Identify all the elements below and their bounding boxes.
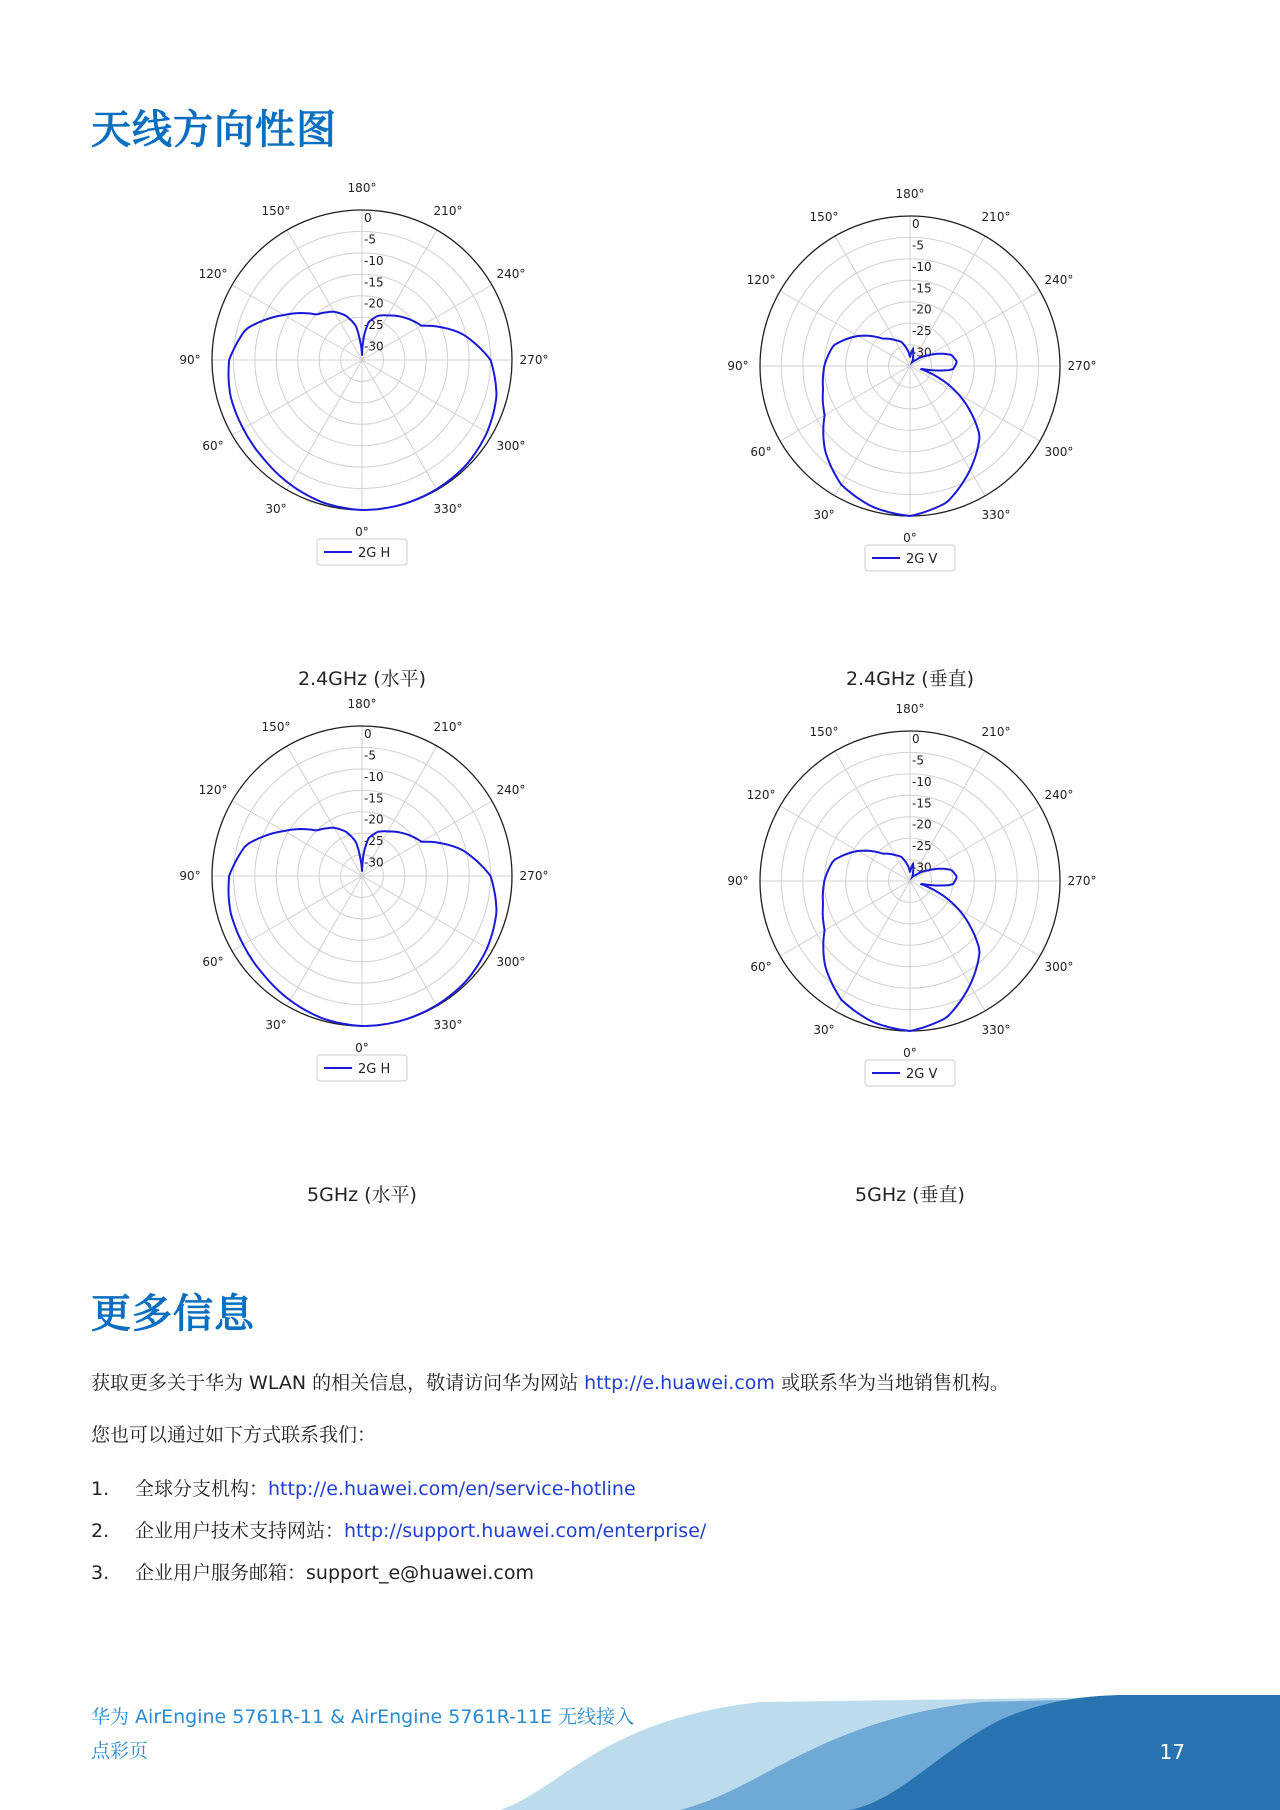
angle-tick-label: 150° — [809, 210, 839, 225]
contact-intro: 您也可以通过如下方式联系我们： — [91, 1424, 377, 1446]
footer-line-2: 点彩页 — [91, 1740, 149, 1762]
grid-spoke — [232, 801, 362, 876]
page-number: 17 — [1159, 1740, 1185, 1764]
radial-tick-label: -25 — [364, 834, 384, 849]
angle-tick-label: 270° — [519, 353, 549, 367]
radial-tick-label: -15 — [912, 796, 932, 811]
radial-tick-label: -20 — [912, 302, 932, 317]
radial-tick-label: -10 — [912, 259, 932, 274]
polar-chart-5g-h — [102, 697, 622, 1176]
grid-spoke — [780, 366, 910, 441]
radial-tick-label: -30 — [364, 855, 384, 870]
grid-spoke — [362, 876, 437, 1006]
list-item — [91, 1558, 534, 1585]
angle-tick-label: 210° — [981, 725, 1011, 740]
chart-caption: 5GHz (水平) — [307, 1184, 417, 1206]
grid-spoke — [780, 291, 910, 366]
radial-tick-label: 0 — [364, 727, 372, 741]
radial-tick-label: -15 — [364, 275, 384, 290]
radial-tick-label: 0 — [912, 217, 920, 231]
legend-label: 2G H — [358, 546, 391, 561]
grid-spoke — [780, 806, 910, 881]
angle-tick-label: 150° — [261, 204, 291, 219]
legend-label: 2G V — [906, 1067, 938, 1082]
grid-spoke — [910, 366, 985, 496]
angle-tick-label: 210° — [981, 210, 1011, 225]
angle-tick-label: 120° — [746, 273, 776, 287]
list-number: 2. — [91, 1520, 110, 1542]
angle-tick-label: 60° — [202, 439, 224, 453]
list-item — [91, 1474, 636, 1501]
grid-spoke — [287, 746, 362, 876]
angle-tick-label: 90° — [727, 874, 749, 888]
grid-spoke — [232, 285, 362, 360]
radial-tick-label: -20 — [912, 817, 932, 832]
angle-tick-label: 60° — [202, 955, 224, 969]
angle-tick-label: 0° — [903, 531, 917, 545]
angle-tick-label: 270° — [1067, 359, 1097, 373]
chart-caption: 2.4GHz (垂直) — [845, 668, 975, 690]
radial-tick-label: 0 — [364, 211, 372, 225]
grid-spoke — [232, 360, 362, 435]
radial-tick-label: 0 — [912, 732, 920, 746]
polar-chart-svg — [102, 181, 622, 650]
grid-spoke — [287, 230, 362, 360]
list-number: 3. — [91, 1562, 110, 1584]
service-hotline-link[interactable]: http://e.huawei.com/en/service-hotline — [268, 1478, 636, 1500]
angle-tick-label: 90° — [727, 359, 749, 373]
polar-chart-5g-v — [650, 702, 1170, 1181]
radial-tick-label: -10 — [364, 253, 384, 268]
footer-product-title — [91, 1700, 634, 1768]
radial-tick-label: -5 — [912, 238, 924, 253]
radial-tick-label: -10 — [912, 774, 932, 789]
polar-chart-24g-v — [650, 187, 1170, 666]
info-text-post: 或联系华为当地销售机构。 — [774, 1372, 1009, 1394]
section-title-antenna: 天线方向性图 — [91, 107, 337, 153]
huawei-website-link[interactable]: http://e.huawei.com — [584, 1372, 775, 1394]
angle-tick-label: 240° — [496, 783, 526, 797]
legend-label: 2G V — [906, 552, 938, 567]
angle-tick-label: 330° — [981, 1022, 1011, 1037]
section-title-more-info: 更多信息 — [91, 1291, 255, 1337]
angle-tick-label: 300° — [1044, 960, 1074, 974]
polar-chart-svg — [102, 697, 622, 1166]
angle-tick-label: 120° — [198, 783, 228, 797]
polar-chart-svg — [650, 702, 1170, 1171]
support-email: support_e@huawei.com — [306, 1562, 535, 1584]
info-paragraph — [91, 1368, 1009, 1395]
list-label: 企业用户技术支持网站： — [135, 1520, 345, 1542]
angle-tick-label: 270° — [519, 869, 549, 883]
grid-spoke — [232, 876, 362, 951]
radial-tick-label: -25 — [912, 324, 932, 339]
angle-tick-label: 270° — [1067, 874, 1097, 888]
angle-tick-label: 300° — [496, 955, 526, 969]
list-number: 1. — [91, 1478, 110, 1500]
angle-tick-label: 180° — [347, 697, 377, 711]
polar-chart-24g-h — [102, 181, 622, 660]
angle-tick-label: 300° — [1044, 445, 1074, 459]
grid-spoke — [362, 876, 492, 951]
chart-caption: 2.4GHz (水平) — [297, 668, 427, 690]
radial-tick-label: -30 — [912, 345, 932, 360]
angle-tick-label: 120° — [198, 267, 228, 281]
angle-tick-label: 180° — [347, 181, 377, 195]
list-item — [91, 1516, 706, 1543]
chart-caption: 5GHz (垂直) — [855, 1184, 965, 1206]
grid-spoke — [780, 881, 910, 956]
grid-spoke — [287, 360, 362, 490]
radial-tick-label: -15 — [912, 281, 932, 296]
radial-tick-label: -25 — [912, 839, 932, 854]
grid-spoke — [287, 876, 362, 1006]
radial-tick-label: -10 — [364, 769, 384, 784]
grid-spoke — [910, 366, 1040, 441]
radial-tick-label: -5 — [364, 232, 376, 247]
radial-tick-label: -5 — [912, 753, 924, 768]
angle-tick-label: 0° — [903, 1046, 917, 1060]
info-text-pre: 获取更多关于华为 WLAN 的相关信息，敬请访问华为网站 — [91, 1372, 585, 1394]
footer-line-1: 华为 AirEngine 5761R-11 & AirEngine 5761R-11E 无线接入 — [91, 1706, 635, 1728]
radial-tick-label: -20 — [364, 296, 384, 311]
angle-tick-label: 30° — [813, 1022, 835, 1037]
grid-spoke — [910, 881, 1040, 956]
angle-tick-label: 180° — [895, 702, 925, 716]
angle-tick-label: 240° — [1044, 273, 1074, 287]
angle-tick-label: 240° — [1044, 788, 1074, 802]
polar-chart-svg — [650, 187, 1170, 656]
grid-spoke — [362, 360, 437, 490]
angle-tick-label: 180° — [895, 187, 925, 201]
grid-spoke — [835, 366, 910, 496]
angle-tick-label: 90° — [179, 869, 201, 883]
angle-tick-label: 0° — [355, 1041, 369, 1055]
radial-tick-label: -30 — [912, 860, 932, 875]
radial-tick-label: -5 — [364, 748, 376, 763]
angle-tick-label: 300° — [496, 439, 526, 453]
angle-tick-label: 150° — [261, 720, 291, 735]
angle-tick-label: 240° — [496, 267, 526, 281]
angle-tick-label: 90° — [179, 353, 201, 367]
angle-tick-label: 330° — [433, 1017, 463, 1032]
angle-tick-label: 330° — [433, 501, 463, 516]
angle-tick-label: 30° — [265, 1017, 287, 1032]
angle-tick-label: 60° — [750, 445, 772, 459]
angle-tick-label: 210° — [433, 204, 463, 219]
legend-label: 2G H — [358, 1062, 391, 1077]
grid-spoke — [835, 751, 910, 881]
grid-spoke — [910, 881, 985, 1011]
radial-tick-label: -30 — [364, 339, 384, 354]
radial-tick-label: -25 — [364, 318, 384, 333]
angle-tick-label: 0° — [355, 525, 369, 539]
grid-spoke — [835, 236, 910, 366]
angle-tick-label: 330° — [981, 507, 1011, 522]
grid-spoke — [362, 360, 492, 435]
list-label: 全球分支机构： — [135, 1478, 269, 1500]
angle-tick-label: 120° — [746, 788, 776, 802]
radial-tick-label: -20 — [364, 812, 384, 827]
angle-tick-label: 30° — [813, 507, 835, 522]
angle-tick-label: 30° — [265, 501, 287, 516]
list-label: 企业用户服务邮箱： — [135, 1562, 307, 1584]
angle-tick-label: 60° — [750, 960, 772, 974]
radial-tick-label: -15 — [364, 791, 384, 806]
angle-tick-label: 150° — [809, 725, 839, 740]
angle-tick-label: 210° — [433, 720, 463, 735]
grid-spoke — [835, 881, 910, 1011]
support-site-link[interactable]: http://support.huawei.com/enterprise/ — [344, 1520, 707, 1542]
